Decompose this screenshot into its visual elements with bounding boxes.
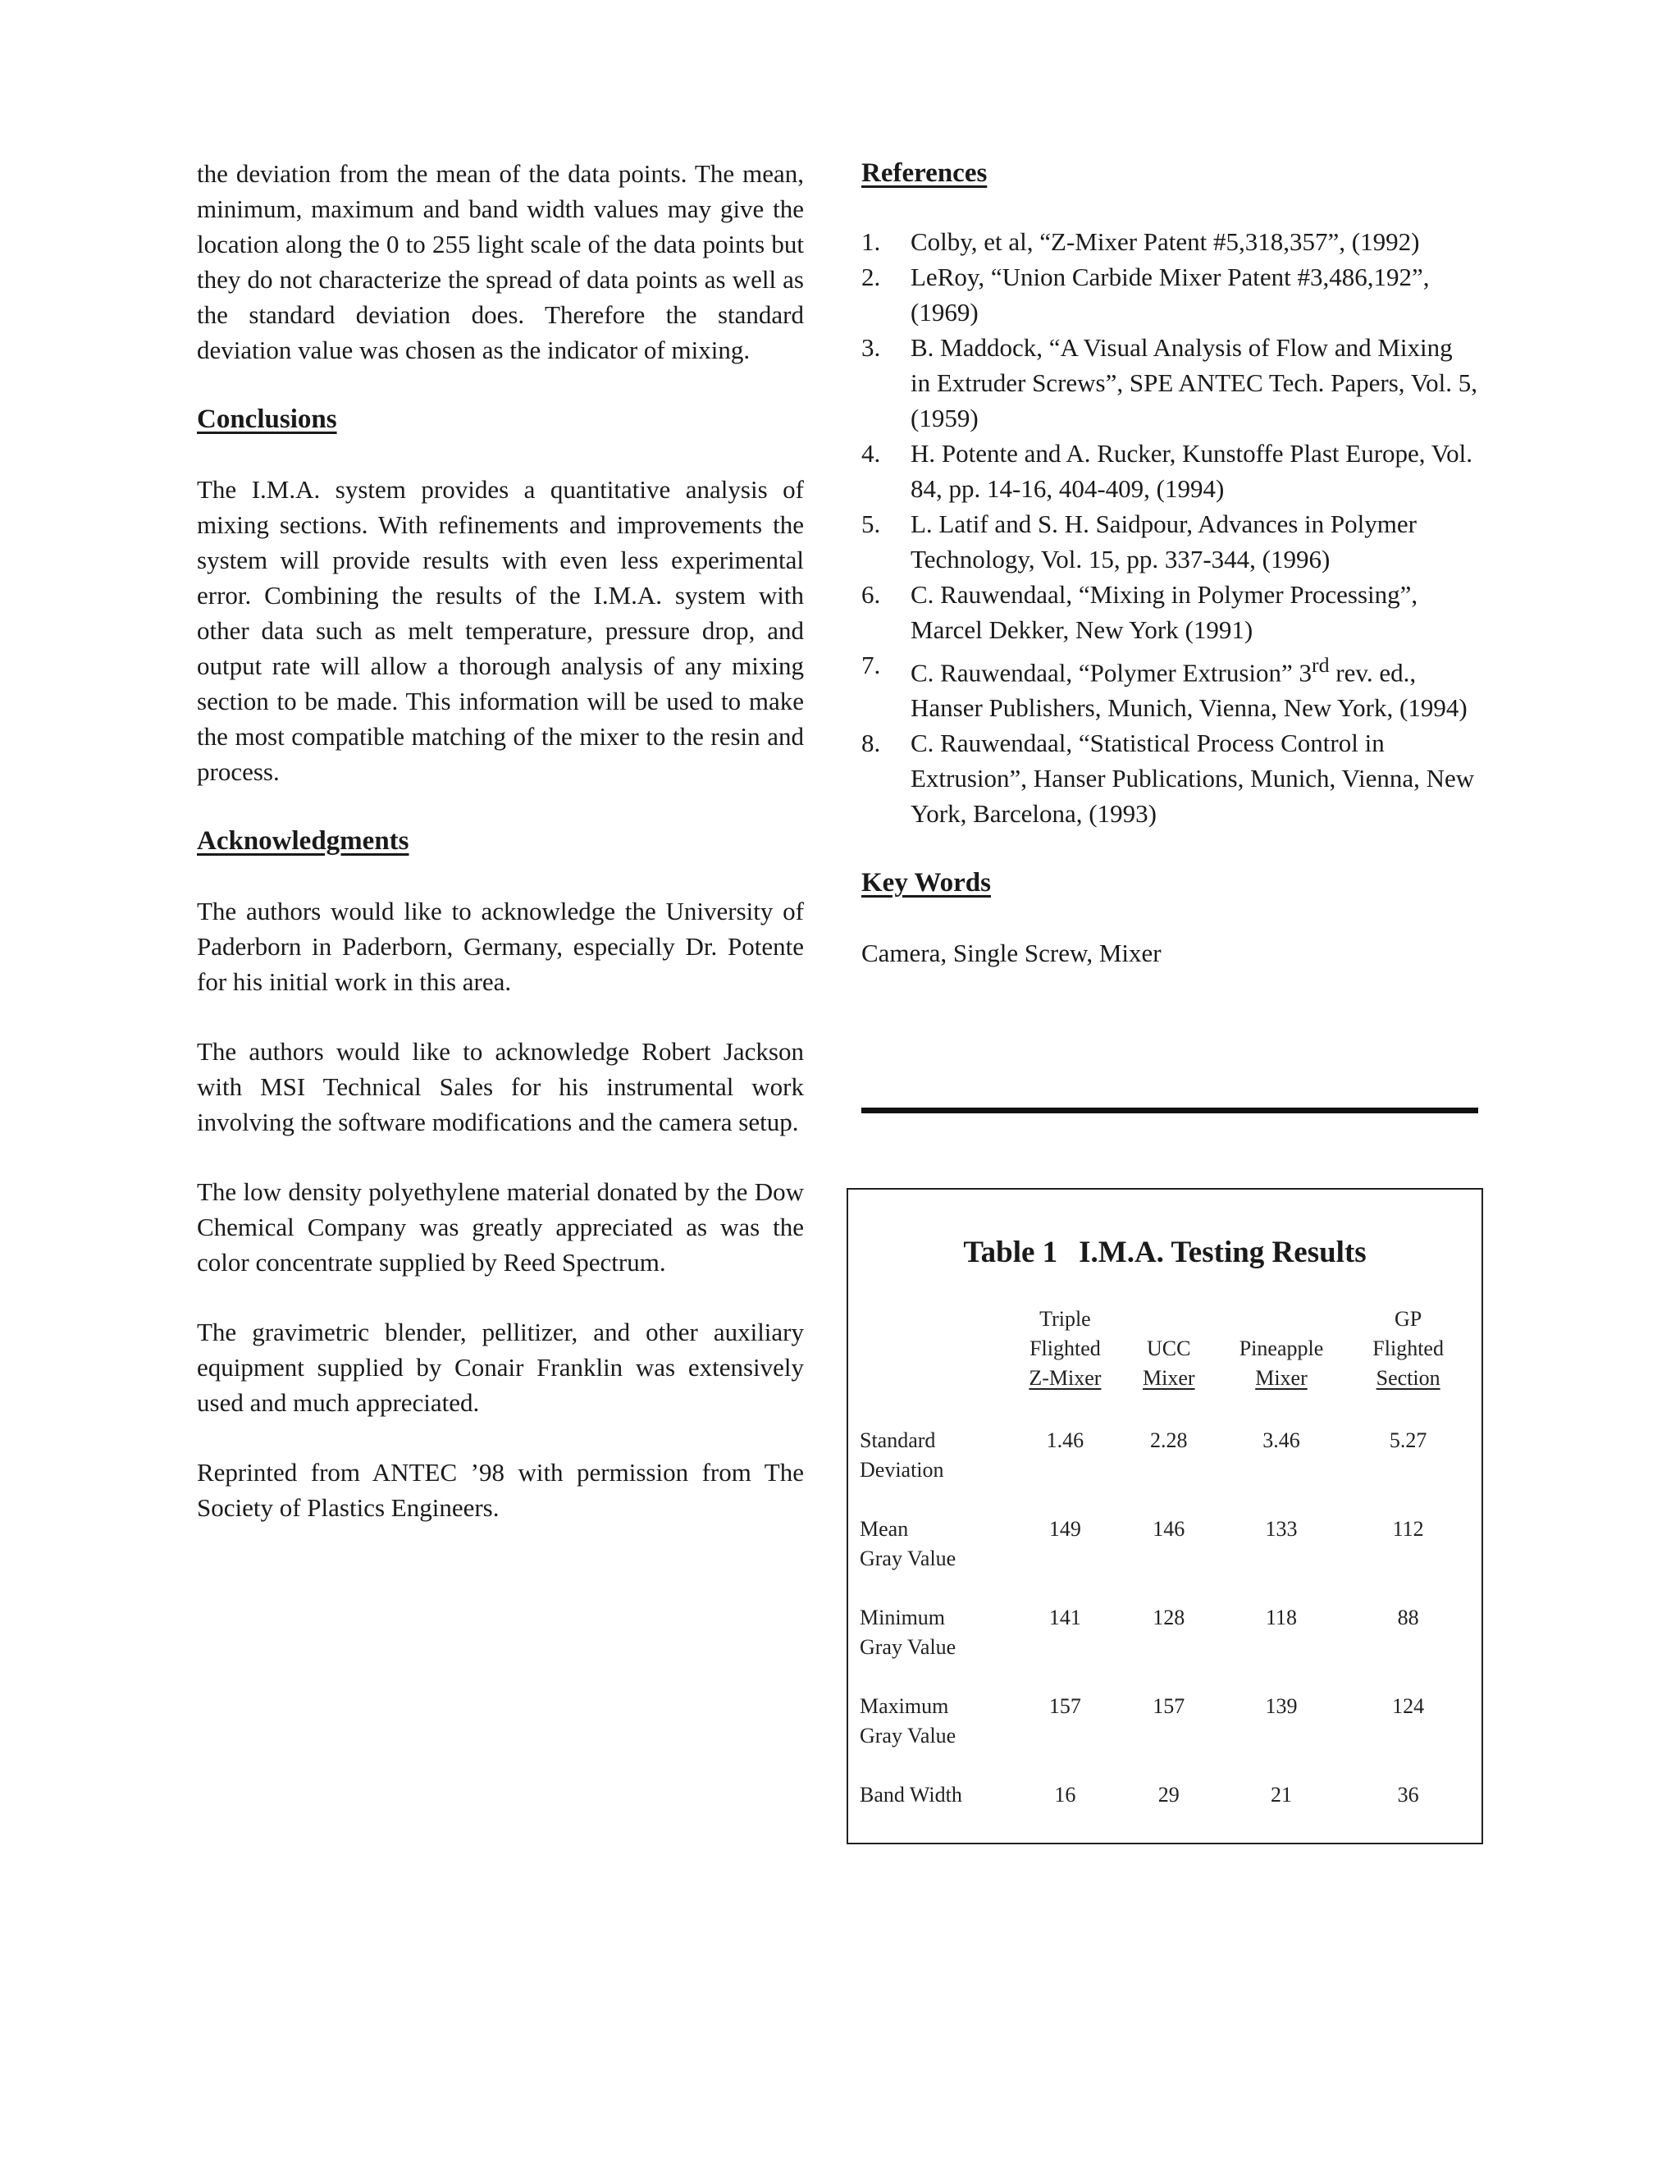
column-header: Triple Flighted Z-Mixer: [1029, 1307, 1102, 1390]
reference-text-part: rev. ed., Hanser Publishers, Munich, Vienna, New York, (1994): [911, 658, 1468, 723]
conclusions-heading: Conclusions: [197, 404, 337, 434]
reference-item: [861, 224, 1478, 259]
reference-text: C. Rauwendaal, “Mixing in Polymer Processing”, Marcel Dekker, New York (1991): [911, 580, 1418, 644]
row-label: Band Width: [860, 1783, 962, 1807]
reference-number: 3.: [861, 333, 881, 362]
table-cell: 133: [1265, 1517, 1298, 1541]
table-row: [860, 1603, 1467, 1692]
table-cell: 118: [1265, 1606, 1297, 1629]
row-label: Maximum Gray Value: [860, 1694, 956, 1748]
table-header-row: [860, 1304, 1467, 1426]
table-cell: 157: [1153, 1694, 1185, 1718]
table-label: Table 1: [963, 1236, 1058, 1269]
reference-item: [861, 259, 1478, 330]
table-cell: 21: [1270, 1783, 1292, 1807]
reference-item: [861, 330, 1478, 436]
table-cell: 1.46: [1046, 1428, 1084, 1452]
row-label: Minimum Gray Value: [860, 1606, 956, 1659]
ack-paragraph: The authors would like to acknowledge the University of Paderborn in Paderborn, Germany, especially Dr. Potente for his initial work in this area.: [197, 897, 804, 996]
ack-paragraph: The authors would like to acknowledge Robert Jackson with MSI Technical Sales for his instrumental work involving the software modifications and the camera setup.: [197, 1037, 804, 1136]
reference-text: C. Rauwendaal, “Statistical Process Control in Extrusion”, Hanser Publications, Munich, Vienna, New York, Barcelona, (1993): [911, 729, 1475, 829]
results-table-box: [847, 1188, 1483, 1844]
reference-item: [861, 647, 1478, 725]
column-header: GP Flighted Section: [1372, 1307, 1444, 1390]
reference-text: B. Maddock, “A Visual Analysis of Flow and Mixing in Extruder Screws”, SPE ANTEC Tech. Papers, Vol. 5, (1959): [911, 333, 1477, 432]
empty-header-cell: [860, 1304, 1006, 1426]
table-caption: [848, 1235, 1481, 1270]
reference-item: [861, 577, 1478, 647]
ack-paragraph: The low density polyethylene material donated by the Dow Chemical Company was greatly appreciated as was the color concentrate supplied by Reed Spectrum.: [197, 1177, 804, 1277]
table-cell: 157: [1048, 1694, 1081, 1718]
reference-number: 8.: [861, 729, 881, 758]
references-list: [861, 224, 1478, 831]
table-row: [860, 1780, 1467, 1839]
ack-paragraph: The gravimetric blender, pellitizer, and other auxiliary equipment supplied by Conair Franklin was extensively used and much appreciated.: [197, 1318, 804, 1417]
table-cell: 112: [1392, 1517, 1424, 1541]
table-row: [860, 1692, 1467, 1780]
conclusions-paragraph: The I.M.A. system provides a quantitative analysis of mixing sections. With refinements and improvements the system will provide results with even less experimental error. Combining the results of the I.M.A. system with other data such as melt temperature, pressure drop, and output rate will allow a thorough analysis of any mixing section to be made. This information will be used to make the most compatible matching of the mixer to the resin and process.: [197, 475, 804, 786]
reference-number: 5.: [861, 509, 881, 538]
table-cell: 16: [1054, 1783, 1076, 1807]
reference-item: [861, 506, 1478, 577]
table-cell: 149: [1048, 1517, 1081, 1541]
column-header: Pineapple Mixer: [1239, 1336, 1324, 1390]
reference-item: [861, 725, 1478, 831]
row-label: Mean Gray Value: [860, 1517, 956, 1570]
reference-number: 2.: [861, 263, 881, 291]
intro-paragraph: the deviation from the mean of the data points. The mean, minimum, maximum and band width values may give the location along the 0 to 255 light scale of the data points but they do not characterize the spread of data points as well as the standard deviation does. Therefore the standard deviation value was chosen as the indicator of mixing.: [197, 159, 804, 364]
table-title: I.M.A. Testing Results: [1079, 1236, 1367, 1269]
reference-number: 1.: [861, 227, 881, 256]
table-cell: 29: [1157, 1783, 1180, 1807]
right-column: [861, 156, 1478, 971]
reference-number: 4.: [861, 439, 881, 468]
table-cell: 141: [1048, 1606, 1081, 1629]
section-divider: [861, 1108, 1478, 1113]
acknowledgments-heading: Acknowledgments: [197, 826, 409, 856]
table-row: [860, 1515, 1467, 1603]
superscript: rd: [1312, 653, 1330, 677]
key-words-heading: Key Words: [861, 868, 991, 898]
table-cell: 2.28: [1150, 1428, 1188, 1452]
reference-number: 7.: [861, 651, 881, 679]
results-table: [860, 1304, 1467, 1839]
reference-text: L. Latif and S. H. Saidpour, Advances in Polymer Technology, Vol. 15, pp. 337-344, (1996): [911, 509, 1417, 573]
table-cell: 128: [1153, 1606, 1185, 1629]
left-column: [197, 156, 804, 1560]
table-row: [860, 1426, 1467, 1515]
table-cell: 5.27: [1389, 1428, 1427, 1452]
table-cell: 88: [1397, 1606, 1419, 1629]
column-header: UCC Mixer: [1142, 1336, 1195, 1390]
table-cell: 3.46: [1262, 1428, 1300, 1452]
reference-text: [911, 647, 1478, 725]
reference-text-part: C. Rauwendaal, “Polymer Extrusion” 3: [911, 658, 1312, 688]
reference-text: H. Potente and A. Rucker, Kunstoffe Plast Europe, Vol. 84, pp. 14-16, 404-409, (1994): [911, 439, 1472, 503]
references-heading: References: [861, 158, 988, 188]
table-cell: 139: [1265, 1694, 1298, 1718]
reference-text: LeRoy, “Union Carbide Mixer Patent #3,486,192”, (1969): [911, 263, 1430, 327]
reference-text: Colby, et al, “Z-Mixer Patent #5,318,357”, (1992): [911, 227, 1420, 256]
table-cell: 146: [1153, 1517, 1185, 1541]
key-words: Camera, Single Screw, Mixer: [861, 939, 1162, 968]
row-label: Standard Deviation: [860, 1428, 944, 1482]
reference-item: [861, 436, 1478, 506]
reference-number: 6.: [861, 580, 881, 609]
reprint-note: Reprinted from ANTEC ’98 with permission from The Society of Plastics Engineers.: [197, 1458, 804, 1522]
table-cell: 124: [1392, 1694, 1425, 1718]
table-cell: 36: [1397, 1783, 1419, 1807]
